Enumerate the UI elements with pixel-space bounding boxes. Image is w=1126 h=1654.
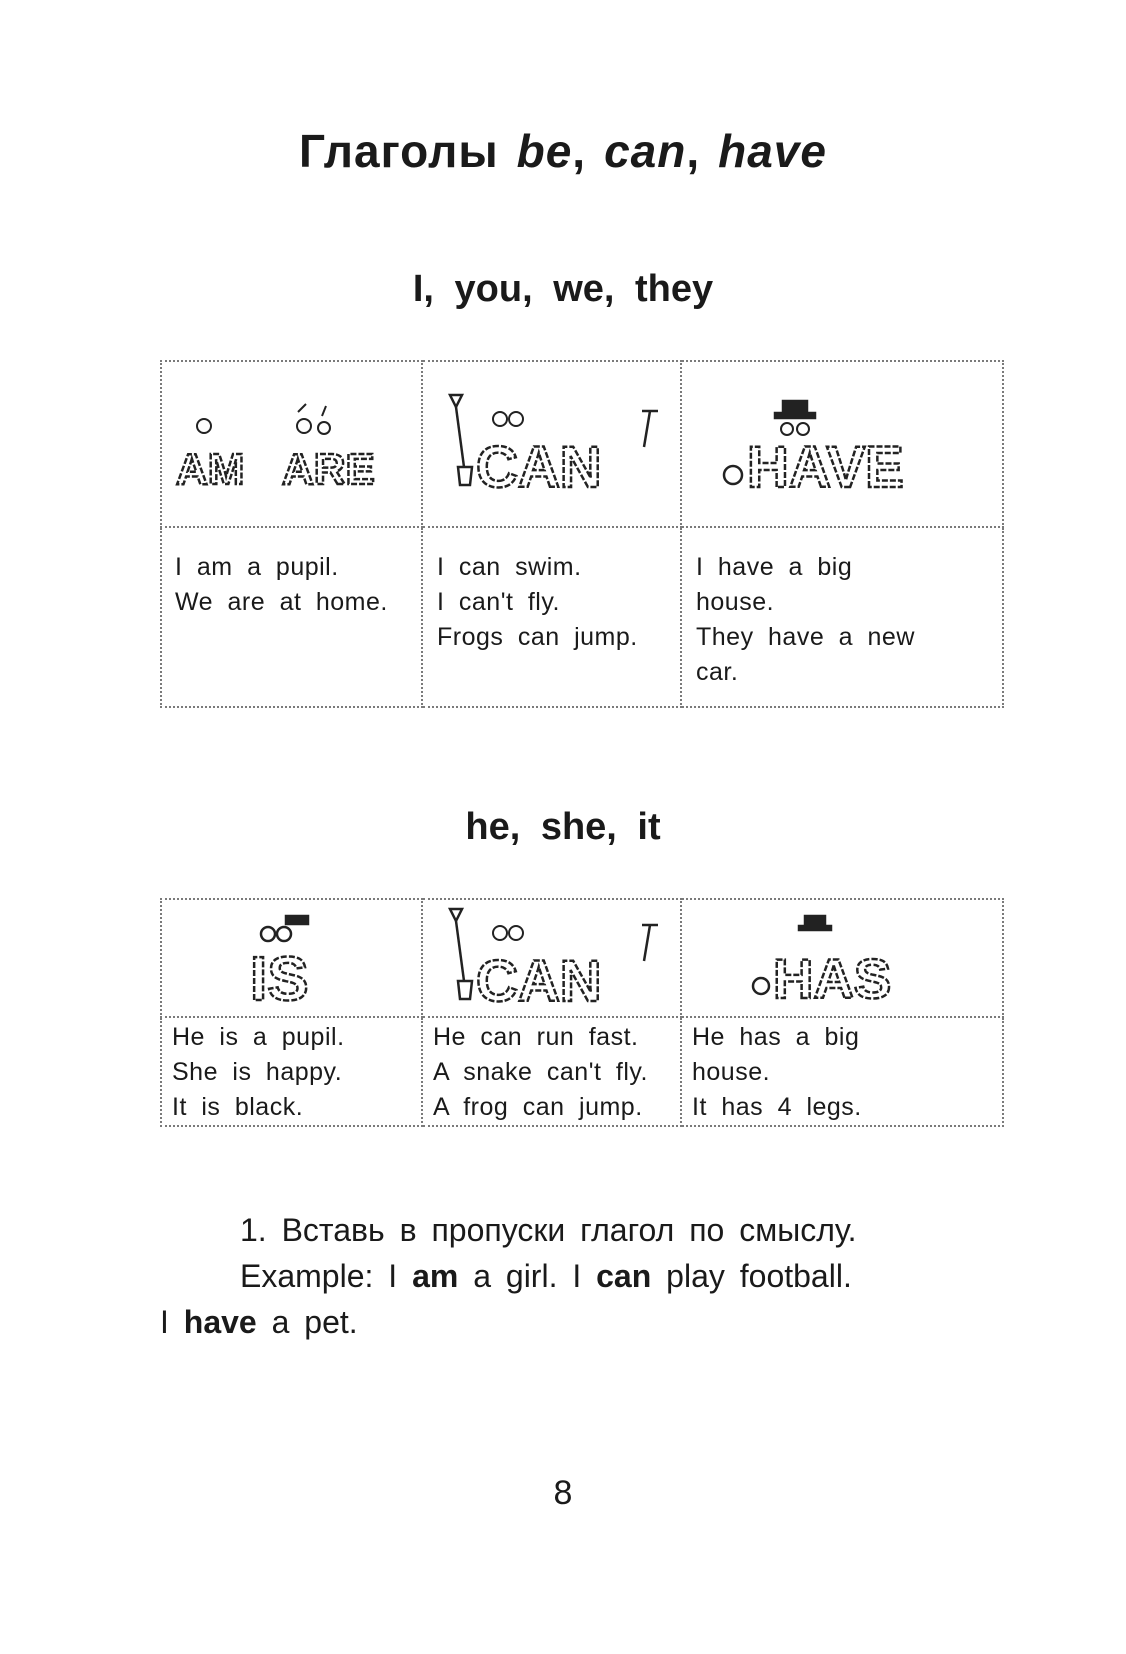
- section1-heading: I, you, we, they: [412, 268, 714, 310]
- example-line: He is a pupil.: [172, 1023, 345, 1051]
- example-line: house.: [692, 1058, 771, 1086]
- icon-word-have: HAVE: [747, 435, 904, 499]
- can-examples: [422, 527, 681, 707]
- can-icon: [434, 389, 670, 499]
- page-title: [0, 124, 1126, 178]
- example-line: Frogs can jump.: [437, 623, 638, 651]
- example-line: He can run fast.: [433, 1023, 639, 1051]
- have-cell: [681, 361, 1003, 527]
- example-line: I can't fly.: [437, 588, 560, 616]
- example-line: I can swim.: [437, 553, 582, 581]
- is-examples: [161, 1017, 422, 1126]
- page-number: 8: [553, 1474, 573, 1512]
- icon-word-can: CAN: [475, 949, 602, 1013]
- example-line: He has a big: [692, 1023, 860, 1051]
- is-icon: [232, 908, 352, 1008]
- example-line: I have a big: [696, 553, 853, 581]
- exercise: [160, 1207, 1002, 1345]
- example-text: play football.: [666, 1258, 852, 1294]
- can-icon: [434, 903, 670, 1013]
- example-line: They have a new: [696, 623, 915, 651]
- example-text: a pet.: [271, 1304, 358, 1340]
- title-verb-can: can: [604, 125, 687, 177]
- can-cell-2: [422, 899, 681, 1017]
- am-are-examples: [161, 527, 422, 707]
- example-verb-can: can: [596, 1258, 652, 1294]
- icon-word-can: CAN: [475, 435, 602, 499]
- title-verb-have: have: [718, 125, 827, 177]
- example-text: Example: I: [240, 1258, 398, 1294]
- example-text: I: [160, 1304, 169, 1340]
- example-line: It has 4 legs.: [692, 1093, 862, 1121]
- exercise-example-cont: [160, 1299, 1002, 1345]
- can-cell: [422, 361, 681, 527]
- have-examples: [681, 527, 1003, 707]
- verbs-table-plural: [160, 360, 1004, 708]
- am-are-icon: [174, 394, 410, 494]
- example-line: car.: [696, 658, 739, 686]
- example-verb-am: am: [412, 1258, 459, 1294]
- example-line: house.: [696, 588, 775, 616]
- can-examples-2: [422, 1017, 681, 1126]
- is-cell: [161, 899, 422, 1017]
- has-icon: [747, 908, 937, 1008]
- example-line: A snake can't fly.: [433, 1058, 648, 1086]
- example-line: A frog can jump.: [433, 1093, 643, 1121]
- exercise-example: [160, 1253, 1002, 1299]
- icon-word-has: HAS: [773, 947, 892, 1008]
- example-text: a girl. I: [473, 1258, 582, 1294]
- title-comma: ,: [572, 125, 587, 177]
- icon-word-are: ARE: [281, 445, 375, 494]
- section2-heading: he, she, it: [465, 806, 661, 848]
- exercise-instruction: 1. Вставь в пропуски глагол по смыслу.: [240, 1212, 857, 1248]
- title-prefix: Глаголы: [299, 125, 499, 177]
- has-examples: [681, 1017, 1003, 1126]
- title-comma: ,: [686, 125, 701, 177]
- example-verb-have: have: [183, 1304, 257, 1340]
- am-are-cell: [161, 361, 422, 527]
- has-cell: [681, 899, 1003, 1017]
- icon-word-is: IS: [249, 945, 309, 1008]
- example-line: It is black.: [172, 1093, 304, 1121]
- example-line: I am a pupil.: [175, 553, 339, 581]
- icon-word-am: AM: [175, 445, 244, 494]
- example-line: She is happy.: [172, 1058, 343, 1086]
- have-icon: [717, 389, 967, 499]
- example-line: We are at home.: [175, 588, 388, 616]
- verbs-table-singular: [160, 898, 1004, 1127]
- title-verb-be: be: [516, 125, 573, 177]
